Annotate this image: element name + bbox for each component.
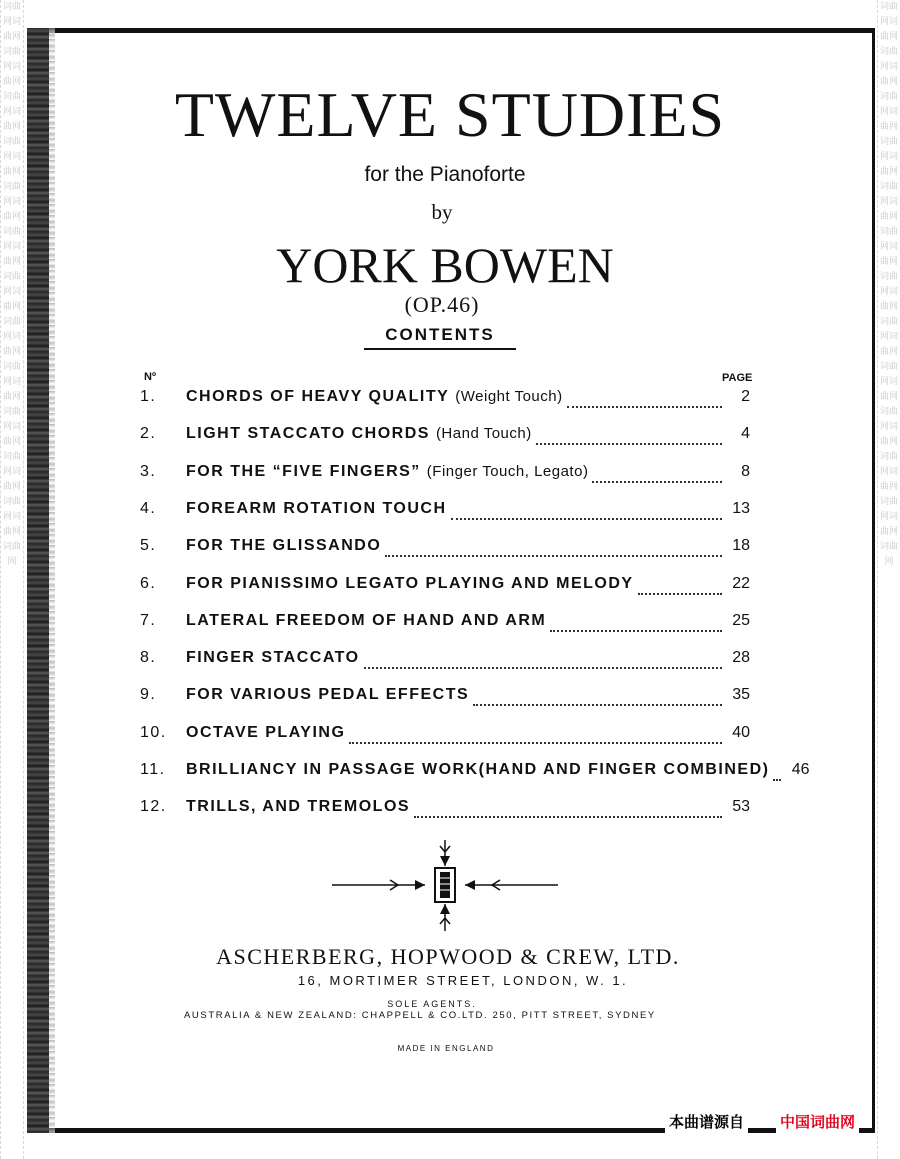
toc-row	[140, 686, 750, 712]
toc-leader-dots	[567, 394, 722, 408]
toc-page-number: 4	[741, 425, 750, 442]
toc-number: 4.	[140, 500, 157, 517]
toc-page-number: 40	[732, 724, 750, 741]
ornament-icon	[330, 838, 560, 933]
toc-row	[140, 425, 750, 451]
toc-number: 3.	[140, 463, 157, 480]
toc-subtitle: (Finger Touch, Legato)	[426, 463, 589, 480]
toc-row	[140, 761, 810, 787]
toc-leader-dots	[638, 581, 722, 595]
toc-page-number: 2	[741, 388, 750, 405]
toc-leader-dots	[473, 692, 722, 706]
toc-leader-dots	[592, 469, 722, 483]
toc-title: OCTAVE PLAYING	[186, 724, 346, 741]
toc-leader-dots	[414, 804, 722, 818]
toc-leader-dots	[550, 618, 722, 632]
toc-title: LATERAL FREEDOM OF HAND AND ARM	[186, 612, 547, 629]
toc-page-number: 46	[791, 761, 810, 778]
toc-number: 12.	[140, 798, 167, 815]
toc-page-number: 25	[732, 612, 750, 629]
cover-by: by	[431, 200, 453, 224]
toc-number: 10.	[140, 724, 167, 741]
opus-number: (OP.46)	[404, 292, 480, 317]
cover-subtitle: for the Pianoforte	[364, 163, 526, 186]
watermark-text: 词曲网词曲网词曲网词曲网词曲网词曲网词曲网词曲网词曲网词曲网词曲网词曲网词曲网词曲网词曲网词曲网词曲网词曲网词曲网词曲网词曲网词曲网词曲网词曲网词曲网	[880, 2, 899, 567]
watermark-text: 词曲网词曲网词曲网词曲网词曲网词曲网词曲网词曲网词曲网词曲网词曲网词曲网词曲网词曲网词曲网词曲网词曲网词曲网词曲网词曲网词曲网词曲网词曲网词曲网词曲网	[3, 2, 22, 567]
publisher-address: 16, MORTIMER STREET, LONDON, W. 1.	[297, 973, 629, 988]
number-column-label: Nº	[144, 371, 156, 383]
toc-subtitle: (Hand Touch)	[435, 425, 532, 442]
publisher-name: ASCHERBERG, HOPWOOD & CREW, LTD.	[216, 944, 680, 969]
toc-title: FOR THE GLISSANDO	[186, 537, 382, 554]
toc-number: 5.	[140, 537, 157, 554]
toc-leader-dots	[451, 506, 722, 520]
toc-row	[140, 388, 750, 414]
composer-name: YORK BOWEN	[276, 237, 614, 293]
toc-page-number: 13	[732, 500, 750, 517]
sole-agents-line: AUSTRALIA & NEW ZEALAND: CHAPPELL & CO.LTD. 250, PITT STREET, SYDNEY	[184, 1010, 656, 1021]
toc-page-number: 53	[732, 798, 750, 815]
toc-number: 8.	[140, 649, 157, 666]
contents-heading: CONTENTS	[364, 325, 516, 350]
toc-title: TRILLS, AND TREMOLOS	[186, 798, 411, 815]
toc-title: BRILLIANCY IN PASSAGE WORK(HAND AND FINGER COMBINED)	[186, 761, 770, 778]
toc-title: FOR PIANISSIMO LEGATO PLAYING AND MELODY	[186, 575, 634, 592]
toc-row	[140, 500, 750, 526]
toc-row	[140, 537, 750, 563]
toc-page-number: 35	[732, 686, 750, 703]
toc-leader-dots	[385, 543, 722, 557]
page-column-label: PAGE	[722, 372, 753, 384]
toc-row	[140, 798, 750, 824]
toc-title: FOR THE “FIVE FINGERS”	[186, 463, 421, 480]
toc-page-number: 8	[741, 463, 750, 480]
toc-row	[140, 649, 750, 675]
toc-number: 11.	[140, 761, 166, 778]
footer-site-link[interactable]: 中国词曲网	[776, 1109, 859, 1134]
toc-leader-dots	[773, 767, 781, 781]
toc-page-number: 28	[732, 649, 750, 666]
toc-page-number: 22	[732, 575, 750, 592]
toc-row	[140, 724, 750, 750]
toc-number: 2.	[140, 425, 157, 442]
cover-title: TWELVE STUDIES	[174, 79, 726, 150]
toc-number: 6.	[140, 575, 157, 592]
toc-number: 9.	[140, 686, 157, 703]
toc-row	[140, 612, 750, 638]
toc-title: CHORDS OF HEAVY QUALITY	[186, 388, 450, 405]
toc-number: 1.	[140, 388, 157, 405]
made-in-england: MADE IN ENGLAND	[397, 1044, 495, 1053]
toc-page-number: 18	[732, 537, 750, 554]
toc-title: FOREARM ROTATION TOUCH	[186, 500, 447, 517]
toc-row	[140, 463, 750, 489]
toc-number: 7.	[140, 612, 157, 629]
toc-title: LIGHT STACCATO CHORDS	[186, 425, 430, 442]
toc-subtitle: (Weight Touch)	[455, 388, 563, 405]
toc-leader-dots	[364, 655, 722, 669]
toc-row	[140, 575, 750, 601]
toc-title: FINGER STACCATO	[186, 649, 360, 666]
sole-agents-label: SOLE AGENTS.	[387, 999, 477, 1009]
footer-source-text: 本曲谱源自	[665, 1109, 748, 1134]
toc-title: FOR VARIOUS PEDAL EFFECTS	[186, 686, 470, 703]
toc-leader-dots	[536, 431, 722, 445]
toc-leader-dots	[349, 730, 722, 744]
